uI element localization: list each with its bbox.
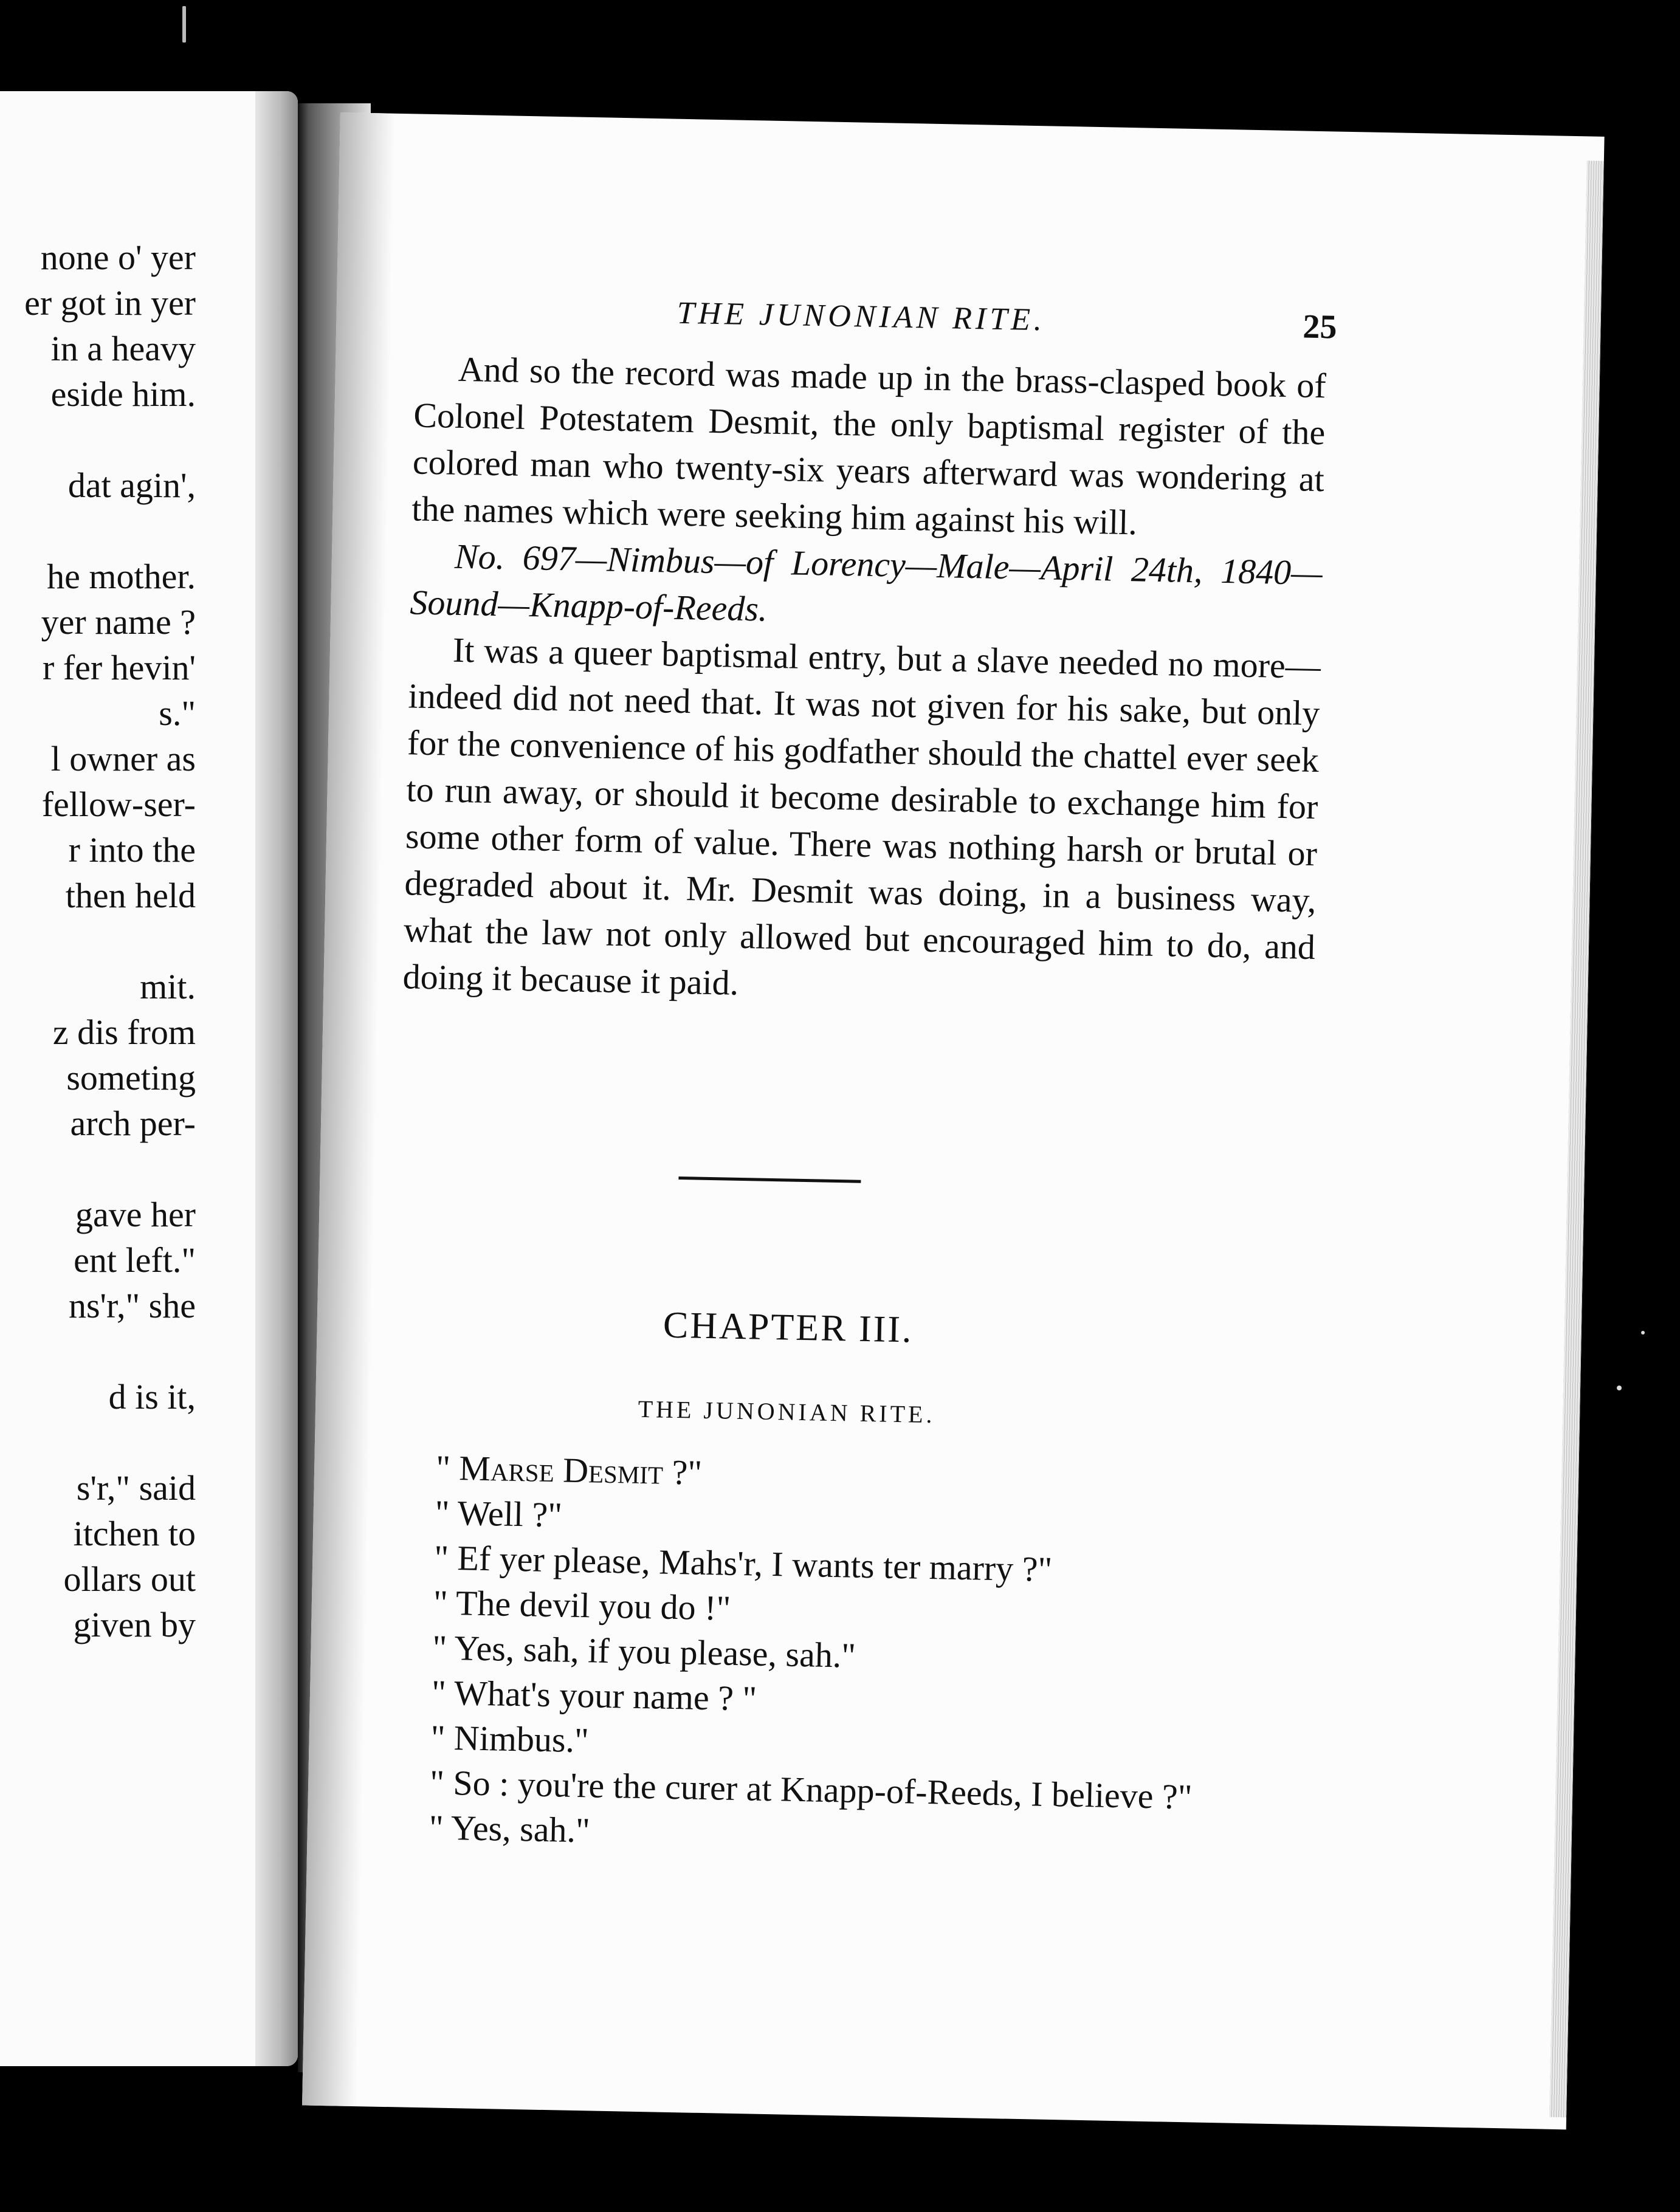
left-page: [0, 91, 298, 2066]
paragraph: It was a queer baptismal entry, but a slave needed no more—indeed did not need that. It was not given for his sake, but only for the convenience of his godfather should the chattel ever seek to run away, or should it become desirable to exchange him for some other form of value. There was nothing harsh or brutal or degraded about it. Mr. Desmit was doing, in a business way, what the law not only allowed but encouraged him to do, and doing it because it paid.: [402, 630, 1321, 1003]
left-page-line: eside him.: [50, 374, 196, 414]
left-page-line: l owner as: [50, 739, 196, 778]
left-page-line: gave her: [75, 1195, 196, 1234]
left-page-line: s.": [159, 693, 196, 733]
left-page-line: in a heavy: [50, 329, 196, 368]
left-page-line: none o' yer: [40, 238, 196, 277]
body-text: [402, 345, 1326, 1017]
dialogue-line: " Nimbus.": [430, 1717, 590, 1760]
left-page-line: dat agin',: [67, 465, 196, 505]
left-page-line: r fer hevin': [43, 648, 196, 687]
left-page-line: er got in yer: [24, 283, 196, 323]
left-page-line: ollars out: [63, 1559, 196, 1599]
section-divider: [678, 1176, 861, 1183]
left-page-line: ent left.": [74, 1240, 196, 1280]
left-page-line: s'r," said: [76, 1468, 196, 1508]
dialogue-line: " Yes, sah.": [429, 1807, 591, 1850]
left-page-line: someting: [66, 1058, 196, 1097]
right-page: [302, 112, 1605, 2129]
dialogue-line: " What's your name ? ": [431, 1672, 757, 1719]
scan-speck: [182, 6, 186, 43]
left-page-line: mit.: [140, 967, 196, 1006]
left-page-line: r into the: [68, 830, 196, 870]
scan-speck: [1617, 1386, 1622, 1390]
page-edges: [1549, 160, 1604, 2117]
left-page-line: itchen to: [73, 1514, 196, 1553]
scan-speck: [1641, 1331, 1645, 1334]
chapter-subtitle: THE JUNONIAN RITE.: [638, 1395, 935, 1429]
paragraph: And so the record was made up in the brass-clasped book of Colonel Potestatem Desmit, the only baptismal register of the colored man who twenty-six years afterward was wondering at the names which were seeking him against his will.: [411, 349, 1327, 543]
dialogue-line: " The devil you do !": [433, 1582, 731, 1628]
left-page-line: yer name ?: [41, 602, 196, 642]
left-page-fold-shadow: [255, 91, 298, 2066]
left-page-line: he mother.: [47, 557, 196, 596]
left-page-line: z dis from: [52, 1012, 196, 1052]
dialogue: [386, 1444, 1306, 1867]
dialogue-line: " So : you're the curer at Knapp-of-Reeds, I believe ?": [429, 1762, 1193, 1817]
left-page-line: fellow-ser-: [41, 785, 196, 824]
baptismal-record-entry: No. 697—Nimbus—of Lorency—Male—April 24th, 1840—Sound—Knapp-of-Reeds.: [409, 536, 1323, 629]
left-page-line: then held: [65, 876, 196, 915]
left-page-line: given by: [73, 1605, 196, 1644]
dialogue-line: " Well ?": [435, 1492, 563, 1535]
left-page-line: arch per-: [70, 1104, 196, 1143]
dialogue-line: " Yes, sah, if you please, sah.": [432, 1627, 856, 1675]
dialogue-line: " Marse Desmit ?": [435, 1448, 703, 1492]
page-number: 25: [1302, 307, 1338, 346]
left-page-line: d is it,: [108, 1377, 196, 1417]
chapter-title: CHAPTER III.: [663, 1304, 914, 1351]
left-page-line: ns'r," she: [68, 1286, 196, 1325]
running-head: THE JUNONIAN RITE.: [676, 295, 1046, 338]
dialogue-line: " Ef yer please, Mahs'r, I wants ter marry ?": [433, 1537, 1053, 1589]
